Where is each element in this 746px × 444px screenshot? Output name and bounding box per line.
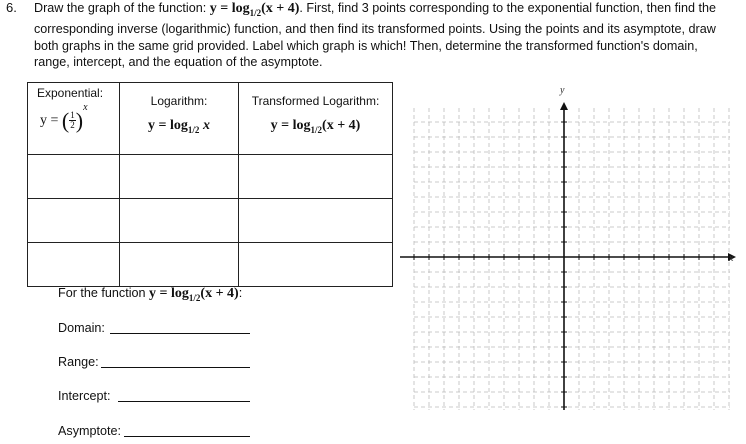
table-row (28, 243, 393, 287)
logarithm-equation: $y = \log_{1/2} x$ (148, 118, 210, 135)
intercept-label: Intercept: (58, 389, 111, 403)
points-table (27, 82, 393, 287)
range-answer-line[interactable] (101, 367, 250, 368)
table-row (28, 199, 393, 243)
question-number: 6. (6, 0, 17, 15)
y-axis-label: y (560, 85, 565, 96)
for-function-line: For the function $y = \log_{1/2}(x + 4)$: (58, 286, 243, 303)
table-cell[interactable] (120, 155, 239, 199)
table-cell[interactable] (239, 243, 393, 287)
y-axis-arrow (560, 102, 568, 110)
question-text-part1: Draw the graph of the function: (34, 1, 210, 15)
table-cell[interactable] (239, 199, 393, 243)
asymptote-answer-line[interactable] (124, 436, 250, 437)
question-text-part2: . First, find 3 points corresponding to the exponential function, then find the corresponding inverse (logarithmic) function, and then find its transformed points. Using the points and its asymptote, draw both graphs in the same grid provided. Label which graph is which! Then, determine the transformed function's domain, range, intercept, and the equation of the asymptote. (34, 1, 716, 70)
question-text (34, 0, 736, 71)
logarithm-header-cell (120, 83, 239, 155)
range-label: Range: (58, 355, 99, 369)
table-row (28, 155, 393, 199)
transformed-header-cell (239, 83, 393, 155)
domain-label: Domain: (58, 321, 105, 335)
exponential-header: Exponential: (37, 86, 104, 100)
asymptote-label: Asymptote: (58, 424, 121, 438)
table-cell[interactable] (28, 243, 120, 287)
axis-ticks (414, 122, 729, 407)
table-cell[interactable] (120, 243, 239, 287)
x-axis-label: x (729, 253, 734, 264)
question-function: $y = \log_{1/2}(x + 4)$ (209, 1, 300, 18)
table-cell[interactable] (28, 155, 120, 199)
intercept-answer-line[interactable] (118, 401, 250, 402)
logarithm-header: Logarithm: (150, 94, 208, 108)
gridlines (414, 108, 730, 410)
coordinate-grid[interactable] (400, 82, 746, 416)
table-cell[interactable] (120, 199, 239, 243)
transformed-header: Transformed Logarithm: (251, 94, 380, 108)
table-cell[interactable] (28, 199, 120, 243)
domain-answer-line[interactable] (110, 333, 250, 334)
exponential-equation: y = ( $\frac{1}{2}$ )$^x$ (40, 102, 88, 133)
exponential-header-cell (28, 83, 120, 155)
transformed-equation: $y = \log_{1/2}(x + 4)$ (270, 118, 361, 135)
table-cell[interactable] (239, 155, 393, 199)
